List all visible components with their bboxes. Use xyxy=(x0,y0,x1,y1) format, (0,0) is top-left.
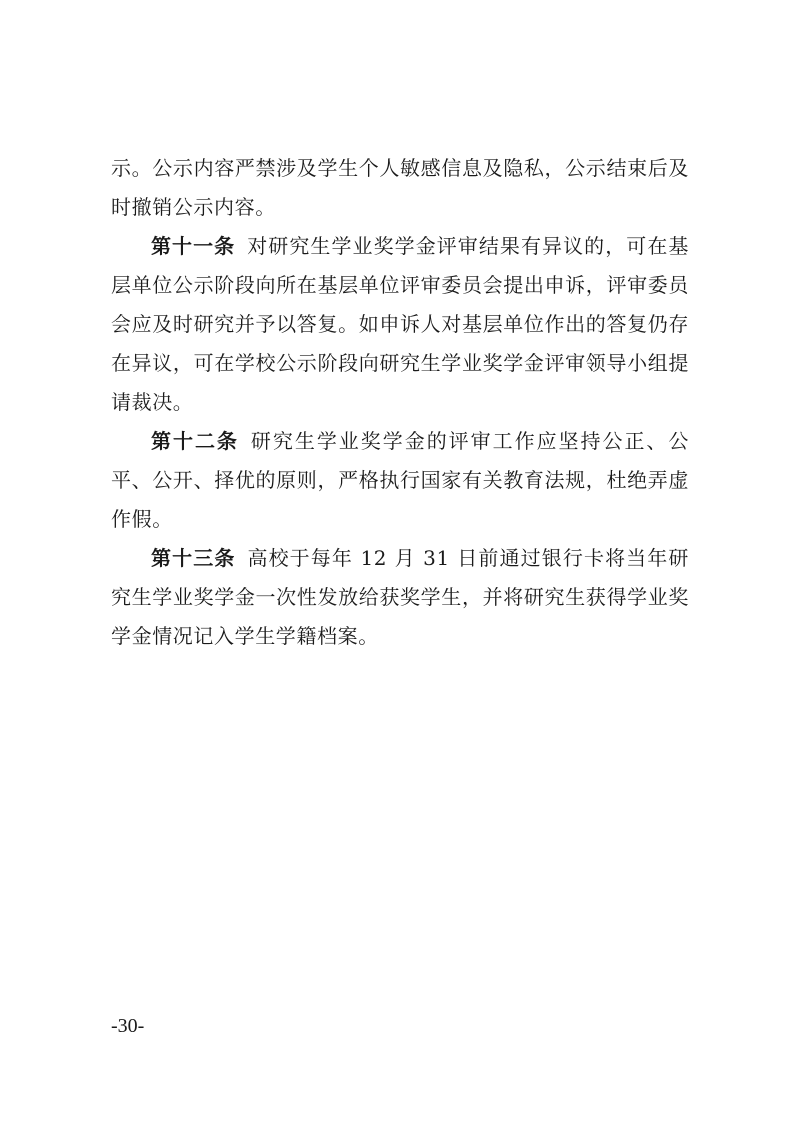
article-12 xyxy=(111,422,689,539)
article-11-label: 第十一条 xyxy=(151,234,236,258)
document-body xyxy=(111,149,689,656)
continuation-paragraph: 示。公示内容严禁涉及学生个人敏感信息及隐私，公示结束后及时撤销公示内容。 xyxy=(111,156,689,219)
article-13 xyxy=(111,539,689,656)
article-12-label: 第十二条 xyxy=(151,429,239,453)
article-13-text: 高校于每年 12 月 31 日前通过银行卡将当年研究生学业奖学金一次性发放给获奖学生，并将研究生获得学业奖学金情况记入学生学籍档案。 xyxy=(111,546,690,648)
article-11-text: 对研究生学业奖学金评审结果有异议的，可在基层单位公示阶段向所在基层单位评审委员会提出申诉，评审委员会应及时研究并予以答复。如申诉人对基层单位作出的答复仍存在异议，可在学校公示阶段向研究生学业奖学金评审领导小组提请裁决。 xyxy=(111,234,689,414)
page-number: -30- xyxy=(111,1015,145,1037)
article-12-text: 研究生学业奖学金的评审工作应坚持公正、公平、公开、择优的原则，严格执行国家有关教育法规，杜绝弄虚作假。 xyxy=(111,429,690,531)
article-11 xyxy=(111,227,689,422)
article-13-label: 第十三条 xyxy=(151,546,236,570)
